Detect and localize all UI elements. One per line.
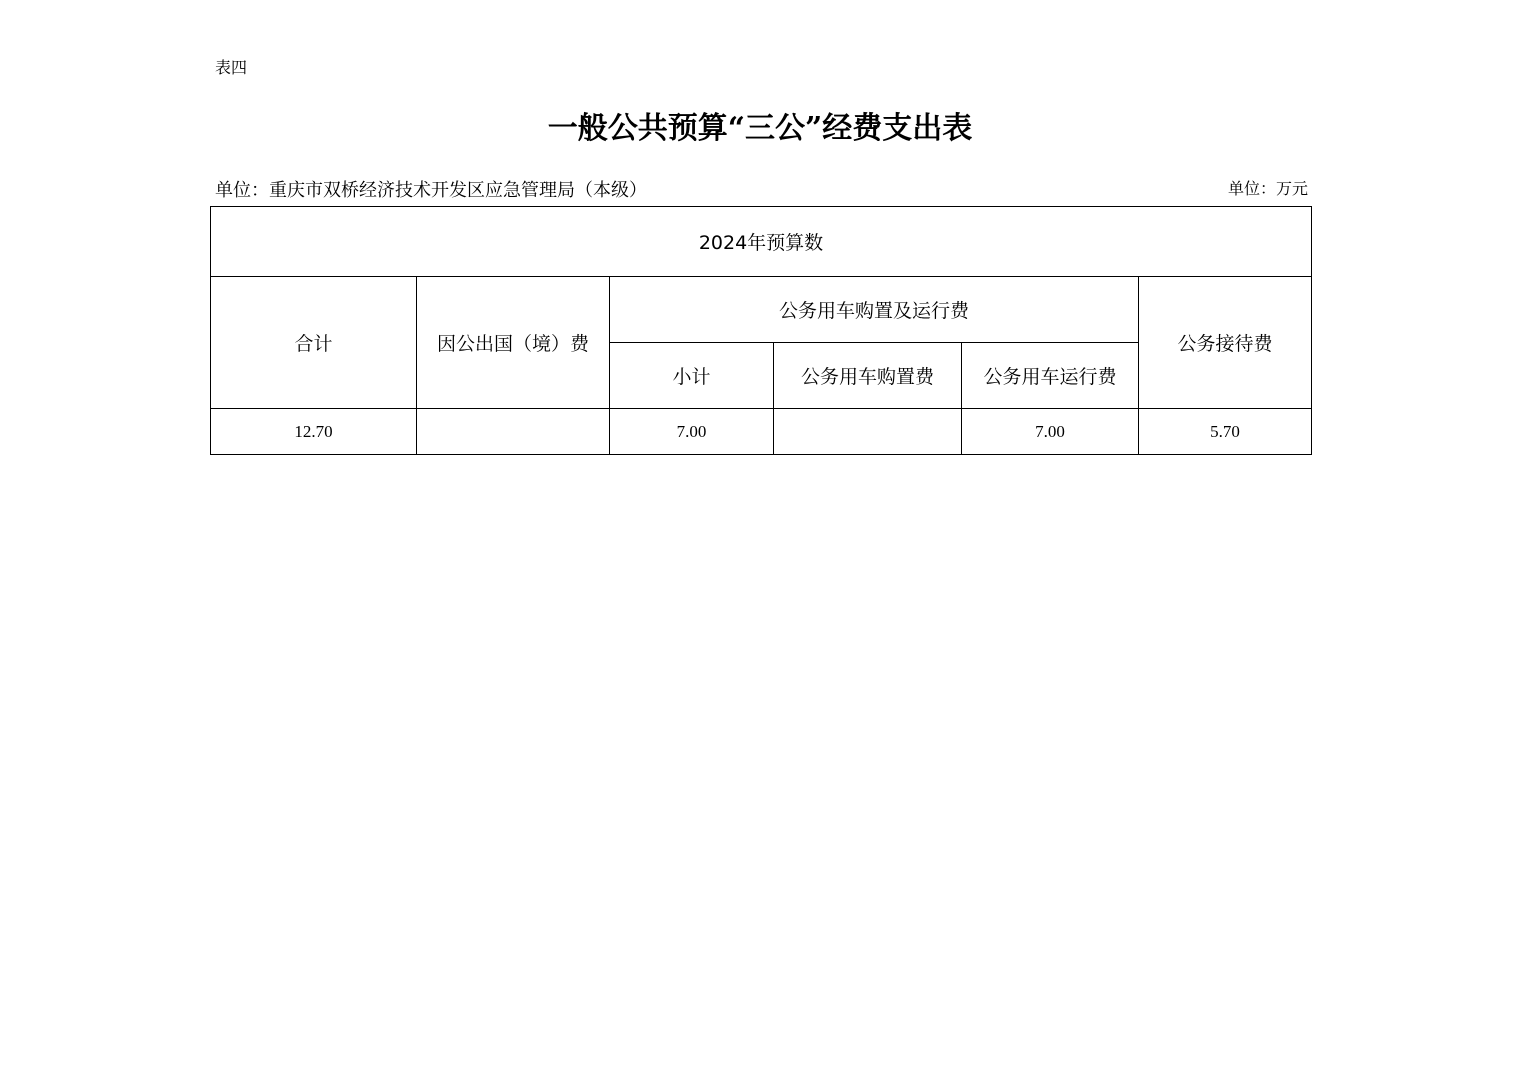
header-year-budget: 2024年预算数: [211, 207, 1312, 277]
header-vehicle-operation: 公务用车运行费: [962, 343, 1139, 409]
header-abroad: 因公出国（境）费: [417, 277, 610, 409]
cell-vehicle-purchase: [774, 409, 962, 455]
cell-total: 12.70: [211, 409, 417, 455]
header-row-categories: [211, 277, 1312, 343]
header-subtotal: 小计: [610, 343, 774, 409]
cell-subtotal: 7.00: [610, 409, 774, 455]
header-vehicle-group: 公务用车购置及运行费: [610, 277, 1139, 343]
cell-vehicle-operation: 7.00: [962, 409, 1139, 455]
header-row-year: [211, 207, 1312, 277]
header-total: 合计: [211, 277, 417, 409]
document-title: 一般公共预算“三公”经费支出表: [547, 111, 973, 146]
table-number: 表四: [215, 58, 248, 77]
budget-table: [210, 206, 1312, 455]
currency-unit: 单位：万元: [1227, 179, 1308, 198]
cell-abroad: [417, 409, 610, 455]
organization-unit: 单位：重庆市双桥经济技术开发区应急管理局（本级）: [215, 180, 647, 201]
header-vehicle-purchase: 公务用车购置费: [774, 343, 962, 409]
table-row: [211, 409, 1312, 455]
header-reception: 公务接待费: [1139, 277, 1312, 409]
cell-reception: 5.70: [1139, 409, 1312, 455]
